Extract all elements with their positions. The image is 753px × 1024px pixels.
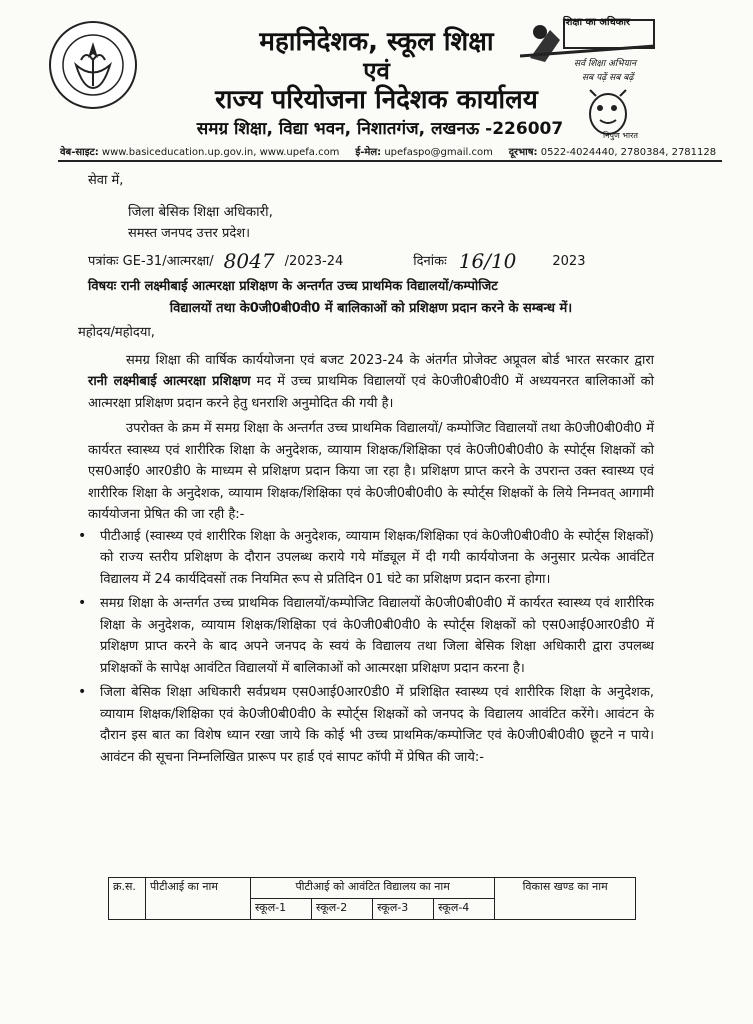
subject-text-1: रानी लक्ष्मीबाई आत्मरक्षा प्रशिक्षण के अन्तर्गत उच्च प्राथमिक विद्यालयों/कम्पोजिट xyxy=(120,279,498,294)
phone-numbers: 0522-4024440, 2780384, 2781128 xyxy=(540,147,717,158)
header-school-1: स्कूल-1 xyxy=(251,899,312,920)
allocation-table xyxy=(108,877,636,920)
letter-body xyxy=(78,170,654,771)
to-line: सेवा में, xyxy=(88,173,124,188)
paragraph-2: उपरोक्त के क्रम में समग्र शिक्षा के अन्तर्गत उच्च प्राथमिक विद्यालयों/ कम्पोजिट विद्यालयों तथा के0जी0बी0वी0 में कार्यरत स्वास्थ्य एवं शारीरिक शिक्षा के अनुदेशक, व्यायाम शिक्षक/शिक्षिका एवं के0जी0बी0वी0 के स्पोर्ट्स शिक्षकों को एस0आई0 आर0डी0 के माध्यम से प्रशिक्षण प्रदान किया जा रहा है। प्रशिक्षण प्राप्त करने के उपरान्त उक्त स्वास्थ्य एवं शारीरिक शिक्षा के अनुदेशक, व्यायाम शिक्षक/शिक्षिका एवं के0जी0बी0वी0 के स्पोर्ट्स शिक्षकों के लिये निम्नवत् आगामी कार्ययोजना प्रेषित की जा रही है:- xyxy=(88,421,654,522)
paragraph-1-bold: रानी लक्ष्मीबाई आत्मरक्षा प्रशिक्षण xyxy=(88,374,251,389)
rte-tagline: शिक्षा का अधिकार xyxy=(563,17,631,28)
header-sno: क्र.स. xyxy=(109,878,146,920)
phone-label: दूरभाष: xyxy=(508,147,538,158)
date-year: 2023 xyxy=(552,253,586,269)
list-item: • समग्र शिक्षा के अन्तर्गत उच्च प्राथमिक विद्यालयों/कम्पोजिट विद्यालयों के0जी0बी0वी0 में कार्यरत स्वास्थ्य एवं शारीरिक शिक्षा के अनुदेशक, व्यायाम शिक्षक/शिक्षिका एवं के0जी0बी0वी0 के स्पोर्ट्स शिक्षकों को एस0आई0आर0डी0 में प्रशिक्षण प्राप्त करने के बाद अपने जनपद के स्वयं के विद्यालय तथा जिला बेसिक शिक्षा अधिकारी द्वारा उपलब्ध प्रशिक्षकों के सापेक्ष आवंटित विद्यालयों में बालिकाओं को आत्मरक्षा प्रशिक्षण प्रदान करना है। xyxy=(88,593,654,679)
header-divider xyxy=(58,160,722,162)
subject-text-2: विद्यालयों तथा के0जी0बी0वी0 में बालिकाओं को प्रशिक्षण प्रदान करने के सम्बन्ध में। xyxy=(169,300,573,316)
office-address: समग्र शिक्षा, विद्या भवन, निशातगंज, लखनऊ -226007 xyxy=(196,119,564,139)
header-block: विकास खण्ड का नाम xyxy=(495,878,636,920)
ssa-slogan: सब पढ़ें सब बढ़ें xyxy=(582,73,634,83)
paragraph-1-part-a: समग्र शिक्षा की वार्षिक कार्ययोजना एवं बजट 2023-24 के अंतर्गत प्रोजेक्ट अप्रूवल बोर्ड भारत सरकार द्वारा xyxy=(126,352,654,368)
office-title-line2: एवं xyxy=(363,57,390,85)
office-title-line1: महानिदेशक, स्कूल शिक्षा xyxy=(259,27,494,57)
action-points xyxy=(88,526,654,769)
table-row xyxy=(109,878,636,899)
email-link[interactable]: upefaspo@gmail.com xyxy=(384,147,493,158)
reference-line xyxy=(88,248,654,273)
website-label: वेब-साइट: xyxy=(60,147,99,158)
contact-line xyxy=(60,144,720,158)
header-school-3: स्कूल-3 xyxy=(373,899,434,920)
nipun-bharat-label: निपुण भारत xyxy=(603,131,638,140)
header-pti: पीटीआई का नाम xyxy=(146,878,251,920)
date-label: दिनांकः xyxy=(413,253,447,269)
list-item: • जिला बेसिक शिक्षा अधिकारी सर्वप्रथम एस0आई0आर0डी0 में प्रशिक्षित स्वास्थ्य एवं शारीरिक शिक्षा के अनुदेशक, व्यायाम शिक्षक/शिक्षिका एवं के0जी0बी0वी0 के स्पोर्ट्स शिक्षकों को जनपद के विद्यालय आवंटित करेंगे। आवंटन के दौरान इस बात का विशेष ध्यान रखा जाये कि कोई भी उच्च प्राथमिक/कम्पोजिट एवं के0जी0बी0वी0 छूटने न पाये। आवंटन की सूचना निम्नलिखित प्रारूप पर हार्ड एवं सापट कॉपी में प्रेषित की जाये:- xyxy=(88,682,654,768)
header-schools: पीटीआई को आवंटित विद्यालय का नाम xyxy=(251,878,495,899)
header-school-4: स्कूल-4 xyxy=(434,899,495,920)
paragraph-1 xyxy=(88,350,654,415)
date-handwritten: 16/10 xyxy=(458,248,517,273)
ref-number-handwritten: 8047 xyxy=(223,248,275,273)
email-label: ई-मेल: xyxy=(355,147,382,158)
recipient-area: समस्त जनपद उत्तर प्रदेश। xyxy=(128,226,251,241)
ssa-tagline: सर्व शिक्षा अभियान xyxy=(574,59,637,69)
ref-year: /2023-24 xyxy=(284,253,344,269)
letterhead xyxy=(0,0,753,158)
subject-label: विषयः xyxy=(88,279,117,294)
paragraph-1-part-b: मद में उच्च प्राथमिक विद्यालयों एवं के0जी0बी0वी0 में अध्ययनरत बालिकाओं को आत्मरक्षा प्रशिक्षण प्रदान करने हेतु धनराशि अनुमोदित की गयी है। xyxy=(88,374,654,411)
office-title-line3: राज्य परियोजना निदेशक कार्यालय xyxy=(215,85,538,115)
website-links[interactable]: www.basiceducation.up.gov.in, www.upefa.com xyxy=(101,147,340,158)
ref-prefix: पत्रांकः GE-31/आत्मरक्षा/ xyxy=(88,253,214,269)
salutation: महोदय/महोदया, xyxy=(78,325,155,340)
recipient: जिला बेसिक शिक्षा अधिकारी, xyxy=(128,203,273,220)
header-school-2: स्कूल-2 xyxy=(312,899,373,920)
subject-line xyxy=(88,276,654,298)
list-item: • पीटीआई (स्वास्थ्य एवं शारीरिक शिक्षा के अनुदेशक, व्यायाम शिक्षक/शिक्षिका एवं के0जी0बी0वी0 के स्पोर्ट्स शिक्षकों) को राज्य स्तरीय प्रशिक्षण के दौरान उपलब्ध कराये गये मॉड्यूल में दी गयी कार्ययोजना के अनुसार प्रत्येक आवंटित विद्यालय में 24 कार्यदिवसों तक नियमित रूप से प्रतिदिन 01 घंटे का प्रशिक्षण प्रदान करना होगा। xyxy=(88,526,654,591)
